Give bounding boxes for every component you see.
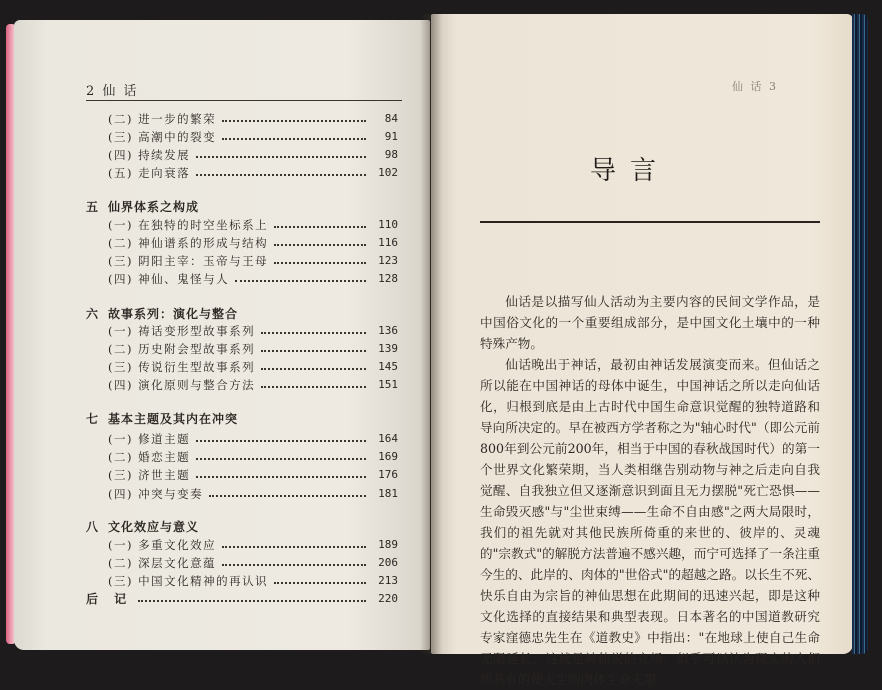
body-paragraph: 仙话是以描写仙人活动为主要内容的民间文学作品，是中国俗文化的一个重要组成部分，是中国文化土壤中的一种特殊产物。 [480, 294, 820, 351]
toc-leader-dots [138, 600, 366, 602]
toc-entry [86, 466, 402, 484]
toc-page-number: 189 [378, 538, 398, 551]
toc-entry-title: (二) 进一步的繁荣 [108, 112, 217, 126]
left-running-head: 2 仙 话 [86, 84, 139, 99]
toc-leader-dots [274, 582, 366, 584]
toc-entry-title: (一) 祷话变形型故事系列 [108, 324, 256, 338]
toc-section-number: 六 [86, 307, 99, 321]
toc-leader-dots [235, 280, 366, 282]
right-running-head: 仙 话 3 [732, 80, 778, 93]
toc-page-number: 136 [378, 324, 398, 337]
toc-page-number: 206 [378, 556, 398, 569]
toc-page-number: 84 [384, 112, 398, 125]
toc-entry [86, 164, 402, 182]
toc-leader-dots [196, 156, 366, 158]
toc-section-title: 仙界体系之构成 [108, 200, 200, 214]
toc-entry [86, 376, 402, 394]
toc-page-number: 128 [378, 272, 398, 285]
toc-leader-dots [222, 546, 366, 548]
toc-section-number: 七 [86, 412, 99, 426]
toc-section-title: 故事系列：演化与整合 [108, 307, 239, 321]
title-rule [480, 221, 820, 223]
toc-entry-title: 后 记 [86, 592, 133, 606]
toc-page-number: 145 [378, 360, 398, 373]
toc-section [86, 410, 402, 428]
toc-page-number: 169 [378, 450, 398, 463]
toc-leader-dots [196, 174, 366, 176]
toc-entry-title: (二) 历史附会型故事系列 [108, 342, 256, 356]
chapter-title: 导言 [590, 156, 671, 186]
body-text [480, 291, 820, 690]
toc-leader-dots [274, 262, 366, 264]
toc-entry-title: (四) 冲突与变奏 [108, 487, 204, 501]
toc-entry [86, 358, 402, 376]
toc-entry-title: (三) 济世主题 [108, 468, 191, 482]
toc-entry [86, 572, 402, 590]
toc-leader-dots [261, 332, 366, 334]
toc-section-title: 文化效应与意义 [108, 520, 200, 534]
toc-section-title: 基本主题及其内在冲突 [108, 412, 239, 426]
toc-page-number: 164 [378, 432, 398, 445]
toc-page-number: 139 [378, 342, 398, 355]
toc-entry-title: (三) 高潮中的裂变 [108, 130, 217, 144]
toc-page-number: 110 [378, 218, 398, 231]
toc-leader-dots [261, 350, 366, 352]
toc-page-number: 116 [378, 236, 398, 249]
toc-entry [86, 536, 402, 554]
toc-entry-title: (二) 深层文化意蕴 [108, 556, 217, 570]
toc-entry [86, 128, 402, 146]
toc-leader-dots [196, 440, 366, 442]
toc-leader-dots [196, 458, 366, 460]
toc-entry [86, 485, 402, 503]
toc-entry [86, 110, 402, 128]
toc-leader-dots [222, 564, 366, 566]
toc-entry-title: (四) 演化原则与整合方法 [108, 378, 256, 392]
toc-entry-title: (三) 中国文化精神的再认识 [108, 574, 269, 588]
toc-section [86, 518, 402, 536]
toc-leader-dots [261, 386, 366, 388]
toc-page-number: 176 [378, 468, 398, 481]
toc-leader-dots [209, 495, 366, 497]
toc-leader-dots [196, 476, 366, 478]
toc-entry-title: (一) 多重文化效应 [108, 538, 217, 552]
toc-entry [86, 216, 402, 234]
toc-postscript [86, 590, 402, 608]
toc-entry-title: (三) 阴阳主宰：玉帝与王母 [108, 254, 269, 268]
toc-leader-dots [222, 138, 366, 140]
toc-entry-title: (一) 修道主题 [108, 432, 191, 446]
toc-leader-dots [222, 120, 366, 122]
toc-entry [86, 252, 402, 270]
toc-entry-title: (三) 传说衍生型故事系列 [108, 360, 256, 374]
toc-entry-title: (四) 持续发展 [108, 148, 191, 162]
toc-entry [86, 146, 402, 164]
toc-page-number: 91 [384, 130, 398, 143]
toc-entry-title: (二) 婚恋主题 [108, 450, 191, 464]
toc-leader-dots [274, 226, 366, 228]
toc-entry-title: (四) 神仙、鬼怪与人 [108, 272, 230, 286]
toc-page-number: 102 [378, 166, 398, 179]
left-head-rule [86, 100, 402, 101]
toc-section-number: 五 [86, 200, 99, 214]
toc-page-number: 181 [378, 487, 398, 500]
toc-entry [86, 322, 402, 340]
right-page-edge [852, 14, 868, 654]
toc-page-number: 213 [378, 574, 398, 587]
toc-entry [86, 270, 402, 288]
toc-entry [86, 340, 402, 358]
toc-entry-title: (一) 在独特的时空坐标系上 [108, 218, 269, 232]
toc-page-number: 220 [378, 592, 398, 605]
toc-entry [86, 448, 402, 466]
toc-page-number: 151 [378, 378, 398, 391]
toc-entry-title: (五) 走向衰落 [108, 166, 191, 180]
toc-section [86, 305, 402, 323]
book-gutter [420, 14, 442, 654]
toc-entry [86, 554, 402, 572]
toc-section [86, 198, 402, 216]
body-paragraph: 仙话晚出于神话，最初由神话发展演变而来。但仙话之所以能在中国神话的母体中诞生，中国神话之所以走向仙话化，归根到底是由上古时代中国生命意识觉醒的独特道路和导向所决定的。早在被西方学者称之为"轴心时代"（即公元前800年到公元前200年，相当于中国的春秋战国时代）的第一个世界文化繁荣期，当人类相继告别动物与神之后走向自我觉醒、自我独立但又逐渐意识到面且无力摆脱"死亡恐惧——生命毁灭感"与"尘世束缚——生命不自由感"之两大局限时，我们的祖先就对其他民族所倚重的来世的、彼岸的、灵魂的"宗教式"的解脱方法普遍不感兴趣，而宁可选择了一条注重今生的、此岸的、肉体的"世俗式"的超越之路。以长生不死、快乐自由为宗旨的神仙思想在此期间的迅速兴起，即是这种文化选择的直接结果和典型表现。日本著名的中国道教研究专家窪德忠先生在《道教史》中指出："在地球上使自己生命无限延长，这就是神仙说的立场。似乎可以认为现实的人们所具有的使天生的肉体生命无限 [480, 357, 820, 687]
toc-leader-dots [261, 368, 366, 370]
toc-entry [86, 234, 402, 252]
toc-entry [86, 430, 402, 448]
toc-section-number: 八 [86, 520, 99, 534]
toc-entry-title: (二) 神仙谱系的形成与结构 [108, 236, 269, 250]
toc-page-number: 98 [384, 148, 398, 161]
toc-leader-dots [274, 244, 366, 246]
toc-page-number: 123 [378, 254, 398, 267]
